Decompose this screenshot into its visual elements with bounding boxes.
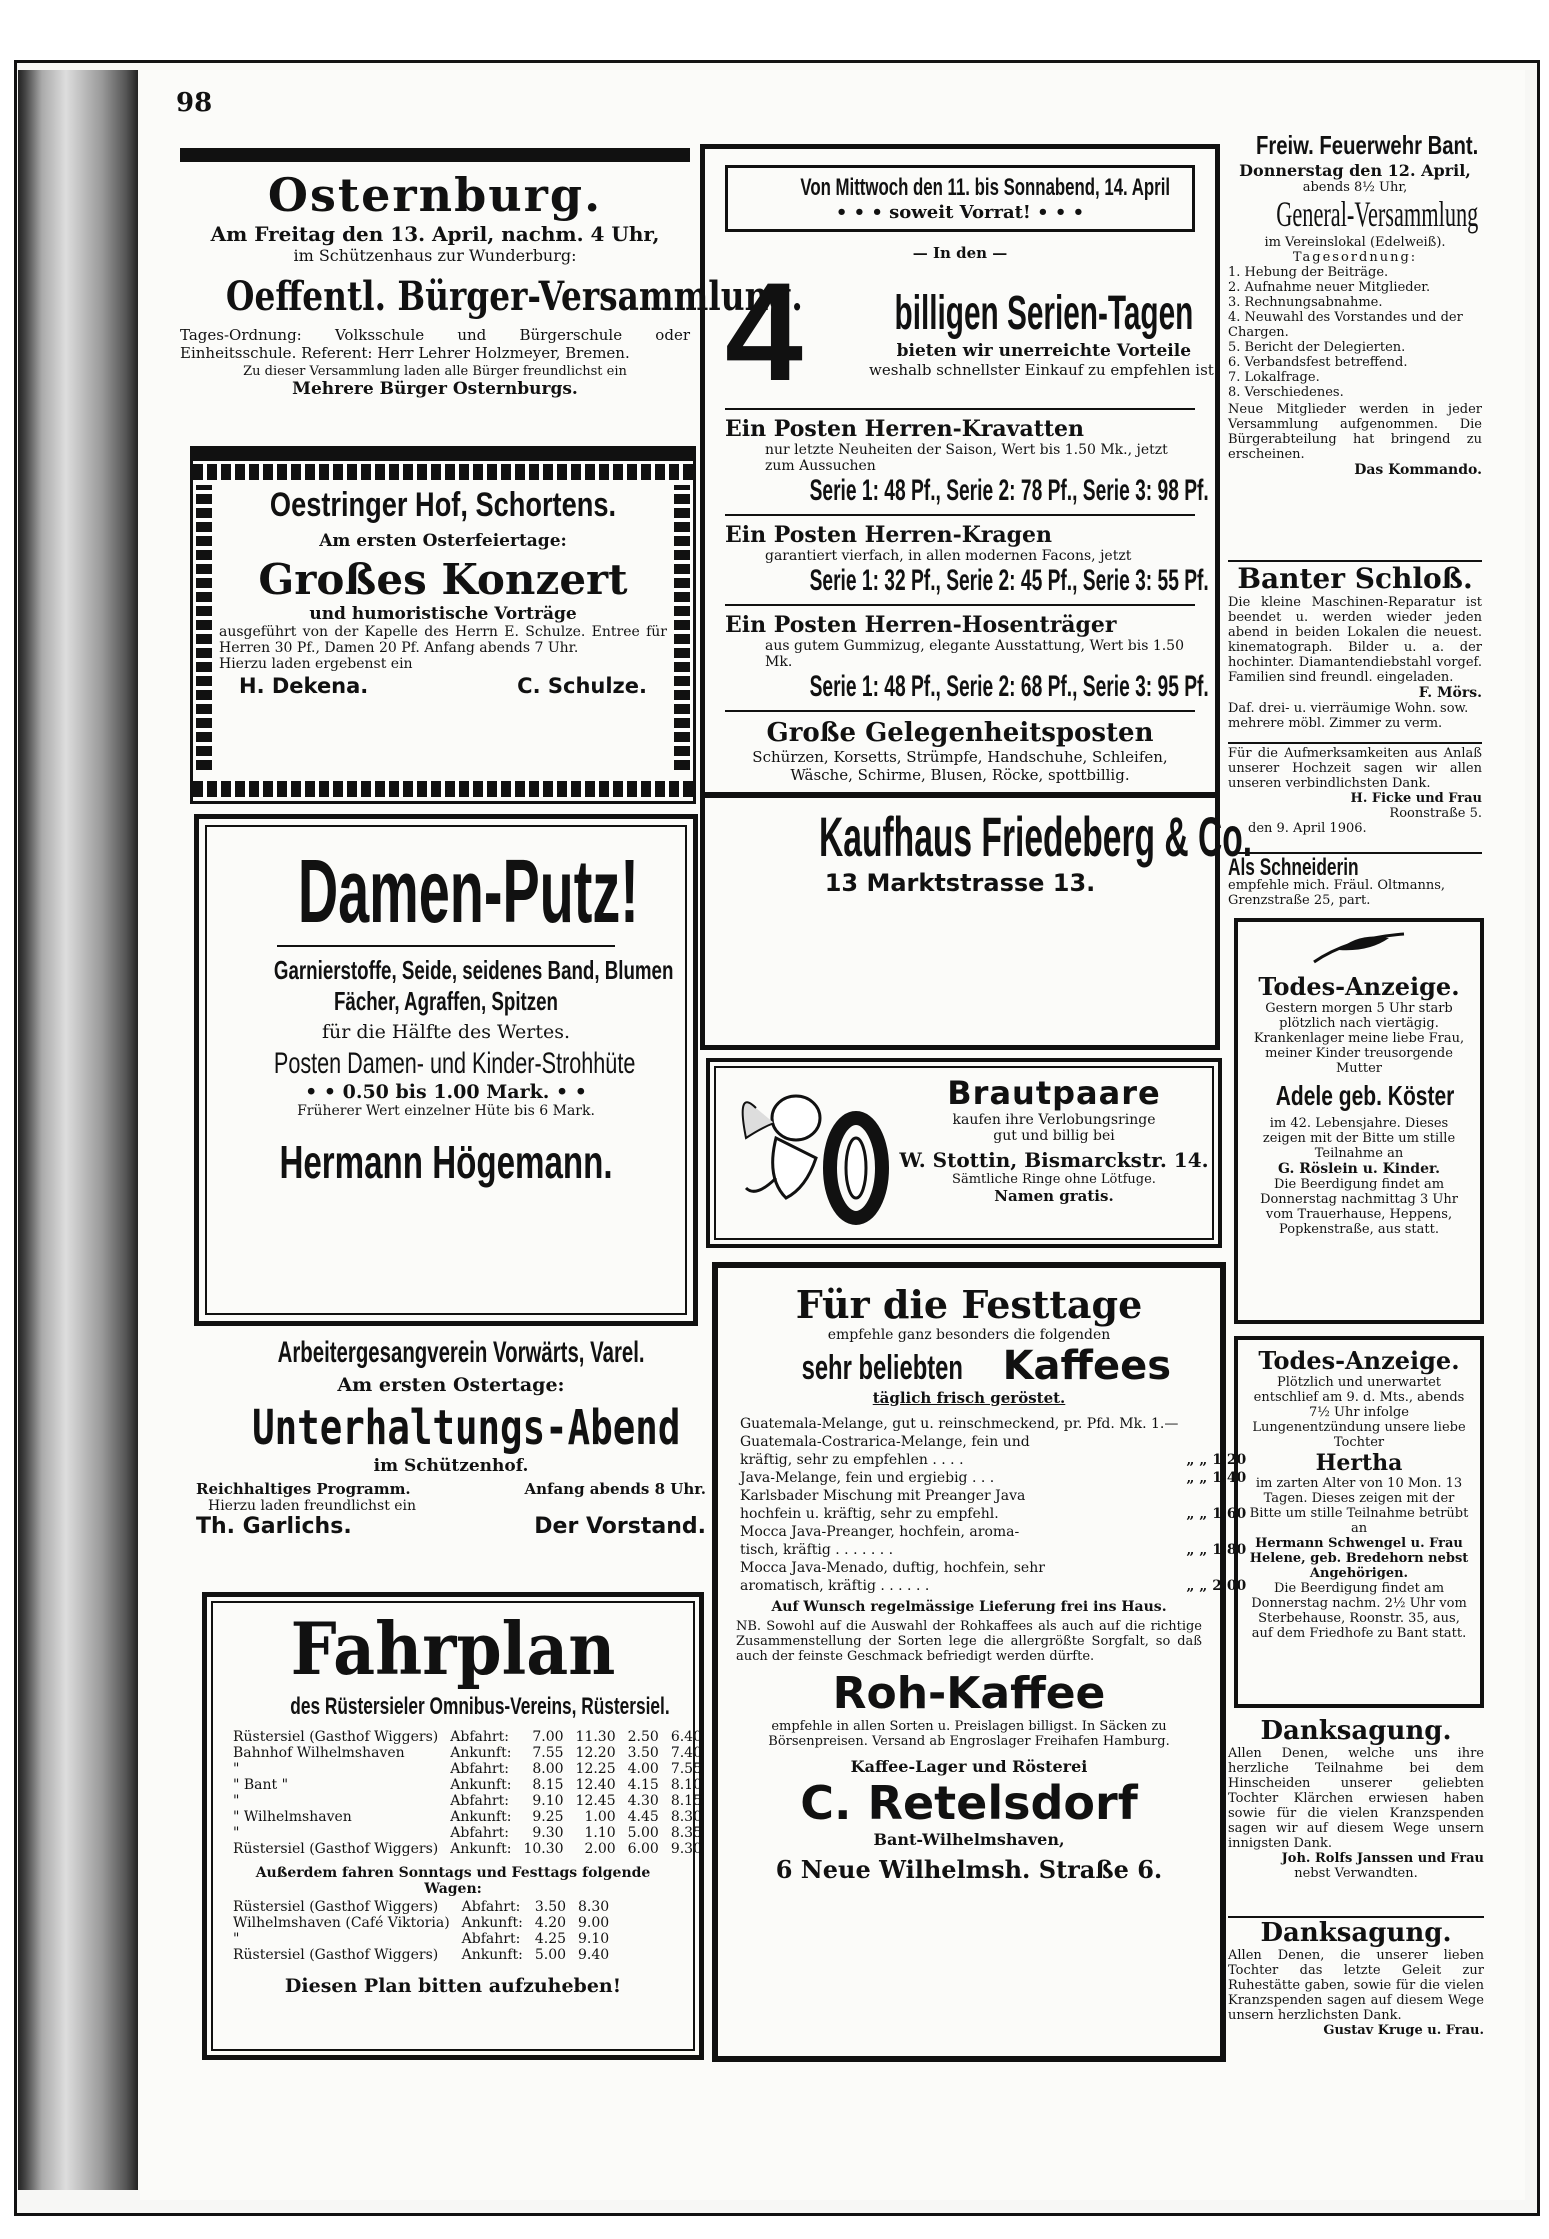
fahrplan-cell: " Wilhelmshaven xyxy=(233,1809,352,1825)
fahrplan-cell: Abfahrt: xyxy=(450,1729,509,1745)
friedeberg-headline: billigen Serien-Tagen xyxy=(894,286,1194,340)
vorwaerts-headline: Unterhaltungs-Abend xyxy=(252,1400,681,1456)
kaffee-nb: NB. Sowohl auf die Auswahl der Rohkaffees als auch auf die richtige Zusammenstellung der Sorten lege die allergrößte Sorgfalt, so daß auch der feinste Geschmack befriedigt werden dürfte. xyxy=(736,1619,1202,1664)
kaffee-city: Bant-Wilhelmshaven, xyxy=(873,1830,1065,1849)
oestringer-headline: Großes Konzert xyxy=(258,555,628,604)
vorwaerts-signature-left: Th. Garlichs. xyxy=(196,1514,352,1539)
dank3-signature: Gustav Kruge u. Frau. xyxy=(1323,2023,1484,2038)
fahrplan-cell: Ankunft: xyxy=(450,1809,512,1825)
friedeberg-item xyxy=(725,612,1209,712)
friedeberg-sub1: bieten wir unerreichte Vorteile xyxy=(896,340,1192,361)
fahrplan-cell: 1.10 xyxy=(584,1825,616,1841)
todes1-signature: G. Röslein u. Kinder. xyxy=(1278,1161,1440,1177)
fahrplan-row xyxy=(227,1729,708,1745)
todes1-body3: Die Beerdigung findet am Donnerstag nachmittag 3 Uhr vom Trauerhause, Heppens, Popkenstraße, aus statt. xyxy=(1260,1177,1458,1237)
todes2-name: Hertha xyxy=(1315,1450,1403,1476)
fahrplan-extra-cell: Rüstersiel (Gasthof Wiggers) xyxy=(233,1947,439,1963)
friedeberg-gelegenheit-title: Große Gelegenheitsposten xyxy=(766,718,1154,748)
friedeberg-item xyxy=(725,522,1209,606)
kaffee-price: „ „ 2.00 xyxy=(1186,1578,1247,1594)
fahrplan-extra-row xyxy=(227,1931,615,1947)
damenputz-line1: Garnierstoffe, Seide, seidenes Band, Blumen xyxy=(273,955,674,985)
kaffee-line3: Auf Wunsch regelmässige Lieferung frei ins Haus. xyxy=(771,1599,1167,1615)
fahrplan-cell: 5.00 xyxy=(627,1825,659,1841)
brautpaare-line4: Namen gratis. xyxy=(994,1187,1114,1205)
fahrplan-extra-cell: 5.00 xyxy=(534,1947,567,1963)
fahrplan-extra-cell: Ankunft: xyxy=(461,1947,523,1963)
ad-osternburg xyxy=(180,148,803,438)
fahrplan-cell: 7.55 xyxy=(532,1745,564,1761)
ad-hochzeit-dank xyxy=(1228,742,1482,852)
ad-todes-anzeige-1 xyxy=(1234,918,1484,1324)
fahrplan-footer: Diesen Plan bitten aufzuheben! xyxy=(284,1975,622,1997)
feuerwehr-agenda-item: 8. Verschiedenes. xyxy=(1228,384,1344,400)
feuerwehr-agenda-item: 2. Aufnahme neuer Mitglieder. xyxy=(1228,279,1431,295)
kaffee-item: Guatemala-Melange, gut u. reinschmeckend, pr. Pfd. Mk. 1.— xyxy=(740,1416,1179,1432)
kaffee-row xyxy=(736,1541,1250,1559)
fahrplan-cell: 8.15 xyxy=(532,1777,564,1793)
todes1-body: Gestern morgen 5 Uhr starb plötzlich nach viertägig. Krankenlager meine liebe Frau, meiner Kinder treusorgende Mutter xyxy=(1253,1001,1465,1076)
todes1-body2: im 42. Lebensjahre. Dieses zeigen mit der Bitte um stille Teilnahme an xyxy=(1262,1116,1456,1161)
friedeberg-stock: • • • soweit Vorrat! • • • xyxy=(835,202,1085,223)
ad-danksagung-1 xyxy=(1228,1716,1484,1916)
osternburg-location: im Schützenhaus zur Wunderburg: xyxy=(293,246,577,265)
fahrplan-cell: Ankunft: xyxy=(450,1841,512,1857)
vorwaerts-start: Anfang abends 8 Uhr. xyxy=(524,1480,706,1498)
fahrplan-row xyxy=(227,1777,708,1793)
fahrplan-cell: 4.45 xyxy=(627,1809,659,1825)
ad-banter-schloss xyxy=(1228,560,1482,740)
feuerwehr-headline: General-Versammlung xyxy=(1276,194,1479,234)
todes2-title: Todes-Anzeige. xyxy=(1258,1346,1460,1375)
osternburg-headline: Oeffentl. Bürger-Versammlung. xyxy=(225,273,803,320)
osternburg-agenda: Tages-Ordnung: Volksschule und Bürgerschule oder Einheitsschule. Referent: Herr Lehrer Holzmeyer, Bremen. xyxy=(180,326,690,362)
fahrplan-extra-table xyxy=(227,1899,615,1963)
kaffee-roesterei: Kaffee-Lager und Rösterei xyxy=(850,1757,1088,1776)
fahrplan-row xyxy=(227,1793,708,1809)
feuerwehr-date2: abends 8½ Uhr, xyxy=(1302,180,1408,195)
kaffee-title: Für die Festtage xyxy=(795,1282,1143,1327)
osternburg-signature: Mehrere Bürger Osternburgs. xyxy=(292,379,578,399)
fahrplan-cell: 9.30 xyxy=(670,1841,702,1857)
fahrplan-extra-cell: 4.25 xyxy=(534,1931,567,1947)
friedeberg-item xyxy=(725,416,1209,516)
fahrplan-cell: 12.40 xyxy=(575,1777,616,1793)
dank1-body: Für die Aufmerksamkeiten aus Anlaß unserer Hochzeit sagen wir allen unseren verbindlichsten Dank. xyxy=(1228,746,1482,791)
kaffee-price: „ „ 1.80 xyxy=(1186,1542,1247,1558)
fahrplan-cell: Rüstersiel (Gasthof Wiggers) xyxy=(233,1729,439,1745)
fahrplan-cell: 6.00 xyxy=(627,1841,659,1857)
kaffee-row xyxy=(736,1415,1250,1433)
kaffee-row xyxy=(736,1577,1250,1595)
kaffee-address: 6 Neue Wilhelmsh. Straße 6. xyxy=(775,1855,1163,1884)
friedeberg-item-title: Ein Posten Herren-Kravatten xyxy=(725,416,1085,442)
kaffee-row xyxy=(736,1469,1250,1487)
fahrplan-extra-cell: 9.00 xyxy=(578,1915,610,1931)
fahrplan-cell: 1.00 xyxy=(584,1809,616,1825)
schneiderin-title: Als Schneiderin xyxy=(1228,854,1359,881)
banter-body: Die kleine Maschinen-Reparatur ist beendet u. werden wieder jeden abend in beiden Lokalen die neuest. kinematograph. Bilder u. a. der hochinter. Diamantendiebstahl vorgef. Familien sind freundl. eingeladen. xyxy=(1228,595,1482,685)
kaffee-item: Karlsbader Mischung mit Preanger Java xyxy=(740,1488,1026,1504)
fahrplan-table xyxy=(227,1729,708,1857)
ad-friedeberg xyxy=(700,144,1253,1050)
damenputz-signature: Hermann Högemann. xyxy=(279,1136,613,1188)
fahrplan-cell: 11.30 xyxy=(575,1729,616,1745)
fahrplan-cell: " xyxy=(233,1825,240,1841)
dank2-sig2: nebst Verwandten. xyxy=(1294,1866,1418,1881)
fahrplan-cell: 8.00 xyxy=(532,1761,564,1777)
fahrplan-cell: 6.40 xyxy=(670,1729,702,1745)
kaffee-row xyxy=(736,1559,1250,1577)
cherub-with-ring-icon xyxy=(716,1068,896,1238)
book-spine xyxy=(18,70,138,2190)
fahrplan-cell: 12.45 xyxy=(575,1793,616,1809)
fahrplan-extra-heading: Außerdem fahren Sonntags und Festtags folgende Wagen: xyxy=(255,1865,651,1897)
damenputz-line2: Fächer, Agraffen, Spitzen xyxy=(333,986,558,1016)
brautpaare-title: Brautpaare xyxy=(947,1074,1161,1112)
fahrplan-extra-cell: Rüstersiel (Gasthof Wiggers) xyxy=(233,1899,439,1915)
dank1-date: den 9. April 1906. xyxy=(1248,821,1367,836)
fahrplan-extra-row xyxy=(227,1899,615,1915)
fahrplan-cell: 8.10 xyxy=(670,1777,702,1793)
kaffee-price: „ „ 1.20 xyxy=(1186,1452,1247,1468)
oestringer-invite: Hierzu laden ergebenst ein xyxy=(219,656,413,672)
kaffee-row xyxy=(736,1505,1250,1523)
fahrplan-row xyxy=(227,1761,708,1777)
fahrplan-cell: 2.50 xyxy=(627,1729,659,1745)
dank1-address: Roonstraße 5. xyxy=(1389,806,1482,821)
fahrplan-row xyxy=(227,1841,708,1857)
fahrplan-cell: Bahnhof Wilhelmshaven xyxy=(233,1745,405,1761)
brautpaare-line1: kaufen ihre Verlobungsringe xyxy=(952,1112,1156,1128)
fahrplan-cell: 12.25 xyxy=(575,1761,616,1777)
feuerwehr-note: Neue Mitglieder werden in jeder Versammlung aufgenommen. Die Bürgerabteilung hat bringend zu erscheinen. xyxy=(1228,401,1482,462)
fahrplan-row xyxy=(227,1825,708,1841)
kaffee-item: Mocca Java-Menado, duftig, hochfein, sehr xyxy=(740,1560,1045,1576)
fahrplan-cell: 2.00 xyxy=(584,1841,616,1857)
fahrplan-cell: Rüstersiel (Gasthof Wiggers) xyxy=(233,1841,439,1857)
fahrplan-extra-cell: 8.30 xyxy=(578,1899,610,1915)
friedeberg-item-title: Ein Posten Herren-Kragen xyxy=(725,522,1053,548)
friedeberg-gelegenheit-line2: Wäsche, Schirme, Blusen, Röcke, spottbillig. xyxy=(790,766,1130,784)
damenputz-line3: für die Hälfte des Wertes. xyxy=(321,1021,570,1043)
fahrplan-title: Fahrplan xyxy=(290,1606,616,1691)
fahrplan-cell: 8.30 xyxy=(670,1809,702,1825)
fahrplan-extra-cell: Wilhelmshaven (Café Viktoria) xyxy=(233,1915,450,1931)
brautpaare-line2: gut und billig bei xyxy=(993,1128,1115,1144)
friedeberg-sub2: weshalb schnellster Einkauf zu empfehlen ist. xyxy=(869,360,1219,379)
todes2-body: Plötzlich und unerwartet entschlief am 9. d. Mts., abends 7½ Uhr infolge Lungenentzündung unsere liebe Tochter xyxy=(1252,1375,1466,1450)
kaffee-row xyxy=(736,1433,1250,1451)
kaffee-price: „ „ 1.60 xyxy=(1186,1506,1247,1522)
friedeberg-gelegenheit-line1: Schürzen, Korsetts, Strümpfe, Handschuhe, Schleifen, xyxy=(752,748,1168,766)
kaffee-line2: täglich frisch geröstet. xyxy=(872,1389,1066,1407)
kaffee-item: hochfein u. kräftig, sehr zu empfehl. xyxy=(740,1506,999,1522)
todes2-signature: Hermann Schwengel u. Frau Helene, geb. Bredehorn nebst Angehörigen. xyxy=(1249,1536,1469,1581)
ad-brautpaare xyxy=(706,1058,1222,1248)
fahrplan-cell: 7.55 xyxy=(670,1761,702,1777)
fahrplan-cell: " xyxy=(233,1793,240,1809)
dank2-title: Danksagung. xyxy=(1260,1716,1452,1746)
friedeberg-item-title: Ein Posten Herren-Hosenträger xyxy=(725,612,1117,638)
oestringer-title: Oestringer Hof, Schortens. xyxy=(269,486,617,524)
friedeberg-item-desc: aus gutem Gummizug, elegante Ausstattung, Wert bis 1.50 Mk. xyxy=(765,638,1184,670)
fahrplan-cell: Ankunft: xyxy=(450,1745,512,1761)
friedeberg-item-prices: Serie 1: 32 Pf., Serie 2: 45 Pf., Serie 3: 55 Pf. xyxy=(809,564,1209,597)
fahrplan-extra-cell: 9.10 xyxy=(578,1931,610,1947)
oestringer-sub: und humoristische Vorträge xyxy=(309,604,577,624)
fahrplan-extra-cell: 3.50 xyxy=(534,1899,567,1915)
kaffee-item: aromatisch, kräftig . . . . . . xyxy=(740,1578,930,1594)
fahrplan-cell: 4.30 xyxy=(627,1793,659,1809)
friedeberg-item-desc: nur letzte Neuheiten der Saison, Wert bis 1.50 Mk., jetzt zum Aussuchen xyxy=(765,442,1168,474)
kaffee-line1: empfehle ganz besonders die folgenden xyxy=(827,1327,1111,1343)
fahrplan-cell: " xyxy=(233,1761,240,1777)
dank3-body: Allen Denen, die unserer lieben Tochter das letzte Geleit zur Ruhestätte gaben, sowie für die vielen Kranzspenden sagen auf diesem Wege unsern herzlichsten Dank. xyxy=(1228,1948,1484,2023)
fahrplan-extra-row xyxy=(227,1947,615,1963)
fahrplan-cell: Abfahrt: xyxy=(450,1761,509,1777)
ad-todes-anzeige-2 xyxy=(1234,1336,1484,1708)
kaffee-price-table xyxy=(736,1415,1250,1595)
ad-damen-putz xyxy=(194,814,698,1326)
feuerwehr-agenda-title: Tagesordnung: xyxy=(1292,249,1418,265)
fahrplan-cell: Abfahrt: xyxy=(450,1825,509,1841)
feuerwehr-agenda-item: 1. Hebung der Beiträge. xyxy=(1228,264,1389,280)
kaffee-row xyxy=(736,1451,1250,1469)
fahrplan-cell: 9.30 xyxy=(532,1825,564,1841)
oestringer-date: Am ersten Osterfeiertage: xyxy=(319,531,567,551)
fahrplan-cell: 8.15 xyxy=(670,1793,702,1809)
banter-note: Daf. drei- u. vierräumige Wohn. sow. mehrere möbl. Zimmer zu verm. xyxy=(1228,701,1469,731)
fahrplan-extra-row xyxy=(227,1915,615,1931)
feuerwehr-agenda-item: 3. Rechnungsabnahme. xyxy=(1228,294,1383,310)
feuerwehr-agenda xyxy=(1228,265,1482,400)
oestringer-body: ausgeführt von der Kapelle des Herrn E. Schulze. Entree für Herren 30 Pf., Damen 20 Pf. Anfang abends 7 Uhr. xyxy=(219,624,667,656)
fahrplan-cell: 10.30 xyxy=(523,1841,564,1857)
kaffee-headline-a: sehr beliebten xyxy=(801,1349,963,1387)
todes1-name: Adele geb. Köster xyxy=(1275,1080,1455,1111)
fahrplan-cell: 3.50 xyxy=(627,1745,659,1761)
damenputz-line4: Posten Damen- und Kinder-Strohhüte xyxy=(273,1047,636,1080)
oestringer-signature-right: C. Schulze. xyxy=(517,674,647,698)
fahrplan-cell: 4.00 xyxy=(627,1761,659,1777)
fahrplan-cell: 7.00 xyxy=(532,1729,564,1745)
vorwaerts-title: Arbeitergesangverein Vorwärts, Varel. xyxy=(277,1336,645,1369)
fahrplan-subtitle: des Rüstersieler Omnibus-Vereins, Rüstersiel. xyxy=(290,1693,670,1720)
feuerwehr-signature: Das Kommando. xyxy=(1354,461,1482,478)
damenputz-line6: Früherer Wert einzelner Hüte bis 6 Mark. xyxy=(297,1103,595,1119)
osternburg-invite: Zu dieser Versammlung laden alle Bürger freundlichst ein xyxy=(243,364,627,379)
fahrplan-extra-cell: Abfahrt: xyxy=(461,1931,521,1947)
friedeberg-item-prices: Serie 1: 48 Pf., Serie 2: 78 Pf., Serie 3: 98 Pf. xyxy=(809,474,1209,507)
ad-danksagung-2 xyxy=(1228,1916,1484,2066)
ad-schneiderin xyxy=(1228,852,1482,912)
kaffee-item: Java-Melange, fein und ergiebig . . . xyxy=(740,1470,995,1486)
friedeberg-date: Von Mittwoch den 11. bis Sonnabend, 14. April xyxy=(800,174,1171,201)
page-number: 98 xyxy=(176,88,213,118)
feuerwehr-date1: Donnerstag den 12. April, xyxy=(1239,161,1471,180)
kaffee-price: „ „ 1.40 xyxy=(1186,1470,1247,1486)
damenputz-line5: • • 0.50 bis 1.00 Mark. • • xyxy=(305,1081,587,1103)
osternburg-date: Am Freitag den 13. April, nachm. 4 Uhr, xyxy=(210,222,660,246)
kaffee-item: Guatemala-Costrarica-Melange, fein und xyxy=(740,1434,1030,1450)
brautpaare-name: W. Stottin, Bismarckstr. 14. xyxy=(899,1148,1209,1172)
fahrplan-extra-cell: Abfahrt: xyxy=(461,1899,521,1915)
fahrplan-row xyxy=(227,1809,708,1825)
kaffee-item: tisch, kräftig . . . . . . . xyxy=(740,1542,894,1558)
friedeberg-big-number: 4 xyxy=(725,253,803,410)
fahrplan-cell: " Bant " xyxy=(233,1777,289,1793)
friedeberg-address: 13 Marktstrasse 13. xyxy=(824,868,1096,897)
vorwaerts-date: Am ersten Ostertage: xyxy=(337,1374,565,1396)
ad-kaffee xyxy=(712,1262,1247,2062)
feuerwehr-location: im Vereinslokal (Edelweiß). xyxy=(1264,234,1446,250)
fahrplan-extra-cell: Ankunft: xyxy=(461,1915,523,1931)
fahrplan-cell: 4.15 xyxy=(627,1777,659,1793)
kaffee-headline-b: Kaffees xyxy=(1002,1343,1172,1389)
dank2-signature: Joh. Rolfs Janssen und Frau xyxy=(1281,1851,1484,1866)
fahrplan-cell: Abfahrt: xyxy=(450,1793,509,1809)
friedeberg-in-den: — In den — xyxy=(912,244,1008,262)
damenputz-title: Damen-Putz! xyxy=(297,842,639,942)
feuerwehr-agenda-item: 7. Lokalfrage. xyxy=(1228,369,1320,385)
fahrplan-row xyxy=(227,1745,708,1761)
fahrplan-extra-cell: 4.20 xyxy=(534,1915,567,1931)
todes2-body3: Die Beerdigung findet am Donnerstag nachm. 2½ Uhr vom Sterbehause, Roonstr. 35, aus, auf dem Friedhofe zu Bant statt. xyxy=(1251,1581,1467,1641)
fahrplan-extra-cell: " xyxy=(233,1931,240,1947)
banter-signature: F. Mörs. xyxy=(1418,685,1482,701)
ad-vorwaerts xyxy=(196,1336,706,1584)
fahrplan-cell: 7.40 xyxy=(670,1745,702,1761)
todes2-body2: im zarten Alter von 10 Mon. 13 Tagen. Dieses zeigen mit der Bitte um stille Teilnahme betrübt an xyxy=(1249,1476,1469,1536)
vorwaerts-signature-right: Der Vorstand. xyxy=(534,1514,706,1539)
ad-fahrplan xyxy=(202,1592,704,2060)
todes1-title: Todes-Anzeige. xyxy=(1258,972,1460,1001)
banter-title: Banter Schloß. xyxy=(1237,562,1473,595)
feuerwehr-agenda-item: 6. Verbandsfest betreffend. xyxy=(1228,354,1408,370)
ad-oestringer-hof xyxy=(190,446,696,804)
fahrplan-cell: 8.35 xyxy=(670,1825,702,1841)
vorwaerts-location: im Schützenhof. xyxy=(373,1456,529,1476)
fahrplan-cell: 12.20 xyxy=(575,1745,616,1761)
dank1-signature: H. Ficke und Frau xyxy=(1350,791,1482,806)
vorwaerts-invite: Hierzu laden freundlichst ein xyxy=(208,1498,417,1514)
kaffee-roh: Roh-Kaffee xyxy=(832,1668,1106,1719)
ad-feuerwehr xyxy=(1228,130,1482,554)
kaffee-row xyxy=(736,1523,1250,1541)
brautpaare-line3: Sämtliche Ringe ohne Lötfuge. xyxy=(952,1172,1156,1187)
dank2-body: Allen Denen, welche uns ihre herzliche Teilnahme bei dem Hinscheiden unserer geliebten Tochter Klärchen erwiesen haben sowie für die vielen Kranzspenden sagen wir auf diesem Wege unsern innigsten Dank. xyxy=(1228,1746,1484,1851)
friedeberg-item-desc: garantiert vierfach, in allen modernen Facons, jetzt xyxy=(765,548,1132,564)
kaffee-item: Mocca Java-Preanger, hochfein, aroma- xyxy=(740,1524,1020,1540)
feuerwehr-title: Freiw. Feuerwehr Bant. xyxy=(1255,130,1479,160)
fahrplan-cell: 9.25 xyxy=(532,1809,564,1825)
feuerwehr-agenda-item: 4. Neuwahl des Vorstandes und der Chargen. xyxy=(1228,309,1463,340)
vorwaerts-program: Reichhaltiges Programm. xyxy=(196,1480,411,1498)
kaffee-item: kräftig, sehr zu empfehlen . . . . xyxy=(740,1452,964,1468)
fahrplan-extra-cell: 9.40 xyxy=(578,1947,610,1963)
kaffee-row xyxy=(736,1487,1250,1505)
schneiderin-body: empfehle mich. Fräul. Oltmanns, Grenzstraße 25, part. xyxy=(1228,878,1446,908)
dank3-title: Danksagung. xyxy=(1260,1918,1452,1948)
friedeberg-company: Kaufhaus Friedeberg & Co. xyxy=(819,805,1253,868)
oestringer-signature-left: H. Dekena. xyxy=(239,674,369,698)
palm-branch-icon xyxy=(1309,928,1409,968)
osternburg-title: Osternburg. xyxy=(267,168,603,222)
friedeberg-item-prices: Serie 1: 48 Pf., Serie 2: 68 Pf., Serie 3: 95 Pf. xyxy=(809,670,1209,703)
fahrplan-cell: 9.10 xyxy=(532,1793,564,1809)
kaffee-roh-text: empfehle in allen Sorten u. Preislagen billigst. In Säcken zu Börsenpreisen. Versand ab Engroslager Freihafen Hamburg. xyxy=(768,1719,1170,1749)
kaffee-company: C. Retelsdorf xyxy=(800,1776,1138,1830)
feuerwehr-agenda-item: 5. Bericht der Delegierten. xyxy=(1228,339,1406,355)
fahrplan-cell: Ankunft: xyxy=(450,1777,512,1793)
